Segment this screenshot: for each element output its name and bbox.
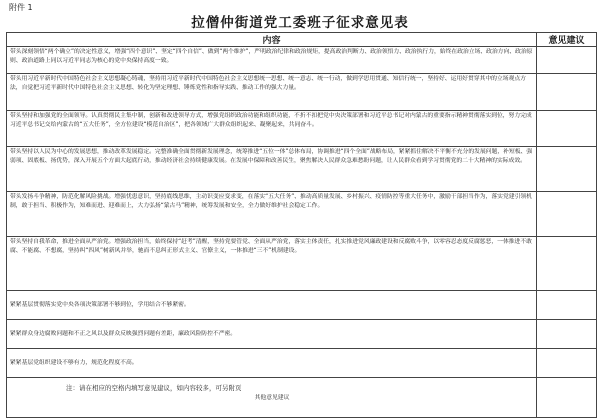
other-opinions-label: 其他意见建议 xyxy=(7,378,537,418)
opinion-form-table xyxy=(6,32,597,418)
content-cell: 紧紧基层党组织建设不够有力，规范化程度不高。 xyxy=(7,349,537,378)
opinion-cell[interactable] xyxy=(537,47,597,74)
opinion-cell[interactable] xyxy=(537,74,597,111)
table-row xyxy=(7,111,597,147)
content-cell: 紧紧基层贯彻落实党中央各项决策部署不够到位，学用结合不够紧密。 xyxy=(7,291,537,320)
opinion-cell[interactable] xyxy=(537,147,597,192)
table-row xyxy=(7,74,597,111)
opinion-cell[interactable] xyxy=(537,349,597,378)
content-cell: 带头深刻领悟“两个确立”的决定性意义，增强“四个意识”、坚定“四个自信”、做到“两个维护”，严明政治纪律和政治规矩，提高政治判断力、政治领悟力、政治执行力，始终在政治立场、政治方向、政治原则、政治道路上同以习近平同志为核心的党中央保持高度一致。 xyxy=(7,47,537,74)
content-cell: 紧紧群众身边腐败问题和不正之风以及群众反映强烈问题有差距，廉政风险防控不严密。 xyxy=(7,320,537,349)
table-row xyxy=(7,192,597,237)
table-row xyxy=(7,349,597,378)
table-row xyxy=(7,320,597,349)
content-cell: 带头坚持自我革命，推进全面从严治党。增强政治担当，始终保持“赶考”清醒，坚持党要管党、全面从严治党，落实主体责任，扎实推进党风廉政建设和反腐败斗争，以零容忍态度反腐惩恶，一体推进不敢腐、不能腐、不想腐，坚持纠“四风”树新风并举，驰而不息纠正形式主义、官僚主义，一体推进“三不”机制建设。 xyxy=(7,237,537,291)
opinion-cell[interactable] xyxy=(537,237,597,291)
content-cell: 带头用习近平新时代中国特色社会主义思想凝心铸魂，坚持用习近平新时代中国特色社会主义思想统一思想、统一意志、统一行动，做到学思用贯通、知信行统一，坚持好、运用好贯穿其中的立场观点方法，自觉把习近平新时代中国特色社会主义思想、转化为坚定理想、锤炼党性和指导实践、推动工作的强大力量。 xyxy=(7,74,537,111)
table-row xyxy=(7,147,597,192)
opinion-cell[interactable] xyxy=(537,291,597,320)
column-header-opinion: 意见建议 xyxy=(537,33,597,47)
content-cell: 带头坚持以人民为中心的发展思想，推动改革发展稳定。完整准确全面贯彻新发展理念，统筹推进“五位一体”总体布局，协调推进“四个全面”战略布局，紧紧抓住解决不平衡不充分的发展问题，补短板、强弱项、固底板、扬优势，深入开展五个方面大起底行动，推动经济社会持续健康发展。在发展中保障和改善民生，聚焦解决人民群众急难愁盼问题，让人民群众看到学习贯彻党的二十大精神的实际成效。 xyxy=(7,147,537,192)
opinion-cell[interactable] xyxy=(537,192,597,237)
table-row xyxy=(7,47,597,74)
opinion-cell[interactable] xyxy=(537,320,597,349)
table-header-row xyxy=(7,33,597,47)
footer-note: 注：请在相应的空格内填写意见建议，如内容较多，可另附页 xyxy=(66,384,242,392)
form-title: 拉僧仲街道党工委班子征求意见表 xyxy=(191,15,409,31)
opinion-cell[interactable] xyxy=(537,111,597,147)
table-row xyxy=(7,237,597,291)
table-row xyxy=(7,291,597,320)
opinion-cell[interactable] xyxy=(537,378,597,418)
column-header-content: 内容 xyxy=(7,33,537,47)
content-cell: 带头发扬斗争精神，防范化解风险挑战。增强忧患意识，坚持底线思维，主动识变应变求变，在落实“五大任务”、推动高质量发展、乡村振兴、疫情防控等重大任务中，激励干部担当作为，落实党建引领机制，敢于担当、积极作为，知难而进、迎难而上，大力弘扬“蒙古马”精神，统筹发展和安全，全力做好维护社会稳定工作。 xyxy=(7,192,537,237)
content-cell: 带头坚持和加强党的全面领导。认真贯彻民主集中制，创新和改进领导方式，增强党组织政治功能和组织功能，不折不扣把党中央决策部署和习近平总书记对内蒙古的重要指示精神贯彻落实到位，努力完成习近平总书记交给内蒙古的“五大任务”，全方位建设“模范自治区”，把各领域广大群众组织起来、凝聚起来，共同奋斗。 xyxy=(7,111,537,147)
attachment-label: 附件 1 xyxy=(9,3,33,12)
